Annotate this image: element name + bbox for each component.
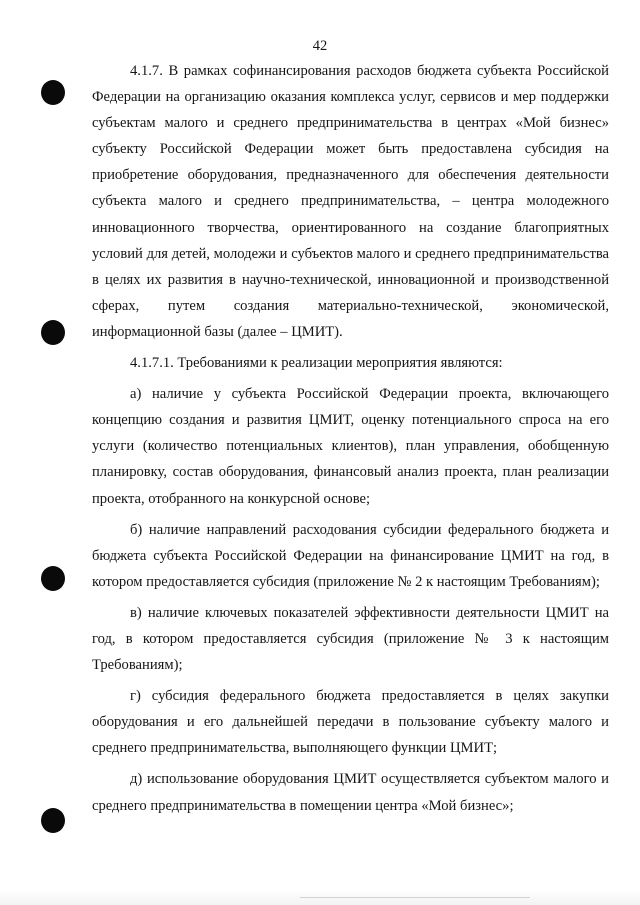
paragraph-4-1-7: 4.1.7. В рамках софинансирования расходов бюджета субъекта Российской Федерации на организацию оказания комплекса услуг, сервисов и мер поддержки субъектам малого и среднего предпринимательства в центрах «Мой бизнес» субъекту Российской Федерации может быть предоставлена субсидия на приобретение оборудования, предназначенного для обеспечения деятельности субъекта малого и среднего предпринимательства, – центра молодежного инновационного творчества, ориентированного на создание благоприятных условий для детей, молодежи и субъектов малого и среднего предпринимательства в целях их развития в научно-технической, инновационной и производственной сферах, путем создания материально-технической, экономической, информационной базы (далее – ЦМИТ). bbox=[92, 63, 609, 340]
page-number: 42 bbox=[312, 38, 328, 54]
punch-hole-mark bbox=[41, 566, 65, 591]
paragraph-item-b: б) наличие направлений расходования субсидии федерального бюджета и бюджета субъекта Российской Федерации на финансирование ЦМИТ на год, в котором предоставляется субсидия (приложение № 2 к настоящим Требованиям); bbox=[92, 521, 609, 590]
document-body bbox=[92, 58, 609, 819]
paragraph-4-1-7-1: 4.1.7.1. Требованиями к реализации мероприятия являются: bbox=[130, 355, 503, 372]
punch-hole-mark bbox=[41, 320, 65, 345]
paragraph-item-g: г) субсидия федерального бюджета предоставляется в целях закупки оборудования и его дальнейшей передачи в пользование субъекту малого и среднего предпринимательства, выполняющего функции ЦМИТ; bbox=[92, 688, 609, 757]
scan-edge-line bbox=[300, 897, 530, 898]
punch-hole-mark bbox=[41, 80, 65, 105]
paragraph-item-v: в) наличие ключевых показателей эффективности деятельности ЦМИТ на год, в котором предоставляется субсидия (приложение № 3 к настоящим Требованиям); bbox=[92, 604, 609, 674]
paragraph-item-d: д) использование оборудования ЦМИТ осуществляется субъектом малого и среднего предпринимательства в помещении центра «Мой бизнес»; bbox=[92, 771, 609, 814]
punch-hole-mark bbox=[41, 808, 65, 833]
paragraph-item-a: а) наличие у субъекта Российской Федерации проекта, включающего концепцию создания и развития ЦМИТ, оценку потенциального спроса на его услуги (количество потенциальных клиентов), план управления, обобщенную планировку, состав оборудования, финансовый анализ проекта, план реализации проекта, отобранного на конкурсной основе; bbox=[92, 386, 609, 507]
